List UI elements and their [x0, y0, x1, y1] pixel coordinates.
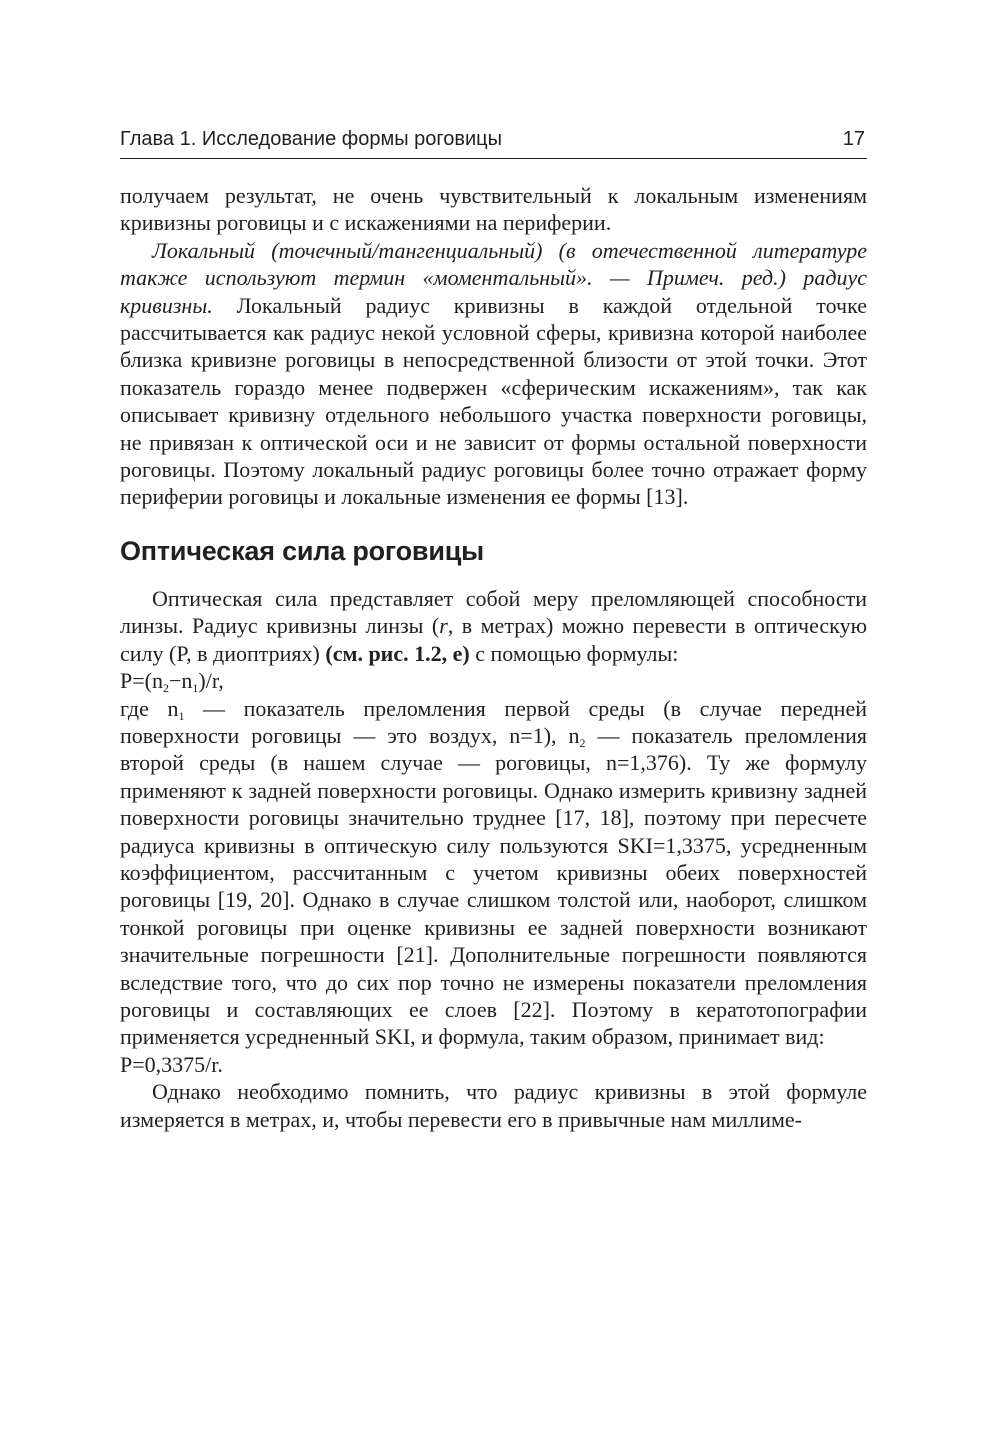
main-text — [120, 182, 867, 1133]
local-radius-term: Локальный (точечный/тангенциальный) (в отечественной литературе также используют термин «моментальный». — Примеч. ред.) радиус кривизны. — [120, 237, 867, 318]
text-fragment: где n — [120, 695, 179, 721]
chapter-title: Глава 1. Исследование формы роговицы — [120, 128, 502, 150]
subscript: 2 — [579, 735, 586, 750]
formula-part: −n — [168, 668, 193, 694]
paragraph-optical-power — [120, 585, 867, 667]
subscript: 1 — [178, 708, 185, 723]
formula-subscript: 2 — [162, 681, 169, 696]
page-number: 17 — [842, 128, 865, 150]
book-page — [120, 0, 867, 1429]
text-fragment: с помощью формулы: — [469, 640, 679, 666]
formula-part: )/r, — [198, 668, 224, 694]
text-fragment: , в метрах) можно перевести в оптическую силу (P, в диоптриях) — [120, 613, 867, 666]
formula-part: P=(n — [120, 668, 163, 694]
paragraph-refraction-indices — [120, 695, 867, 1051]
text-fragment: Оптическая сила представляет собой меру преломляющей способности линзы. Радиус кривизны линзы ( — [120, 585, 867, 639]
paragraph-radius-units: Однако необходимо помнить, что радиус кривизны в этой формуле измеряется в метрах, и, чтобы перевести его в привычные нам миллиме- — [120, 1079, 867, 1132]
formula-ski: P=0,3375/r. — [120, 1051, 223, 1077]
paragraph-continued: получаем результат, не очень чувствительный к локальным изменениям кривизны роговицы и с искажениями на периферии. — [120, 183, 867, 236]
section-heading: Оптическая сила роговицы — [120, 535, 484, 566]
figure-reference: (см. рис. 1.2, е) — [325, 640, 470, 666]
text-fragment: — показатель преломления первой среды (в случае передней поверхности роговицы — это воздух, n=1), n — [120, 695, 867, 748]
running-header — [120, 124, 867, 159]
formula-optical-power — [120, 667, 867, 694]
paragraph-local-radius — [120, 237, 867, 511]
variable-r: r — [439, 613, 448, 639]
text-fragment: — показатель преломления второй среды (в нашем случае — роговицы, n=1,376). Ту же формулу применяют к задней поверхности роговицы. Однако измерить кривизну задней поверхности роговицы значительно труднее [17, 18], поэтому при пересчете радиуса кривизны в оптическую силу пользуются SKI=1,3375, усредненным коэффициентом, рассчитанным с учетом кривизны обеих поверхностей роговицы [19, 20]. Однако в случае слишком толстой или, наоборот, слишком тонкой роговицы при оценке кривизны ее задней поверхности возникают значительные погрешности [21]. Дополнительные погрешности появляются вследствие того, что до сих пор точно не измерены показатели преломления роговицы и составляющих ее слоев [22]. Поэтому в кератотопографии применяется усредненный SKI, и формула, таким образом, принимает вид: — [120, 722, 867, 1050]
formula-subscript: 1 — [192, 681, 199, 696]
local-radius-description: Локальный радиус кривизны в каждой отдельной точке рассчитывается как радиус некой условной сферы, кривизна которой наиболее близка кривизне роговицы в непосредственной близости от этой точки. Этот показатель гораздо менее подвержен «сферическим искажениям», так как описывает кривизну отдельного небольшого участка поверхности роговицы, не привязан к оптической оси и не зависит от формы остальной поверхности роговицы. Поэтому локальный радиус роговицы более точно отражает форму периферии роговицы и локальные изменения ее формы [13]. — [120, 292, 867, 510]
